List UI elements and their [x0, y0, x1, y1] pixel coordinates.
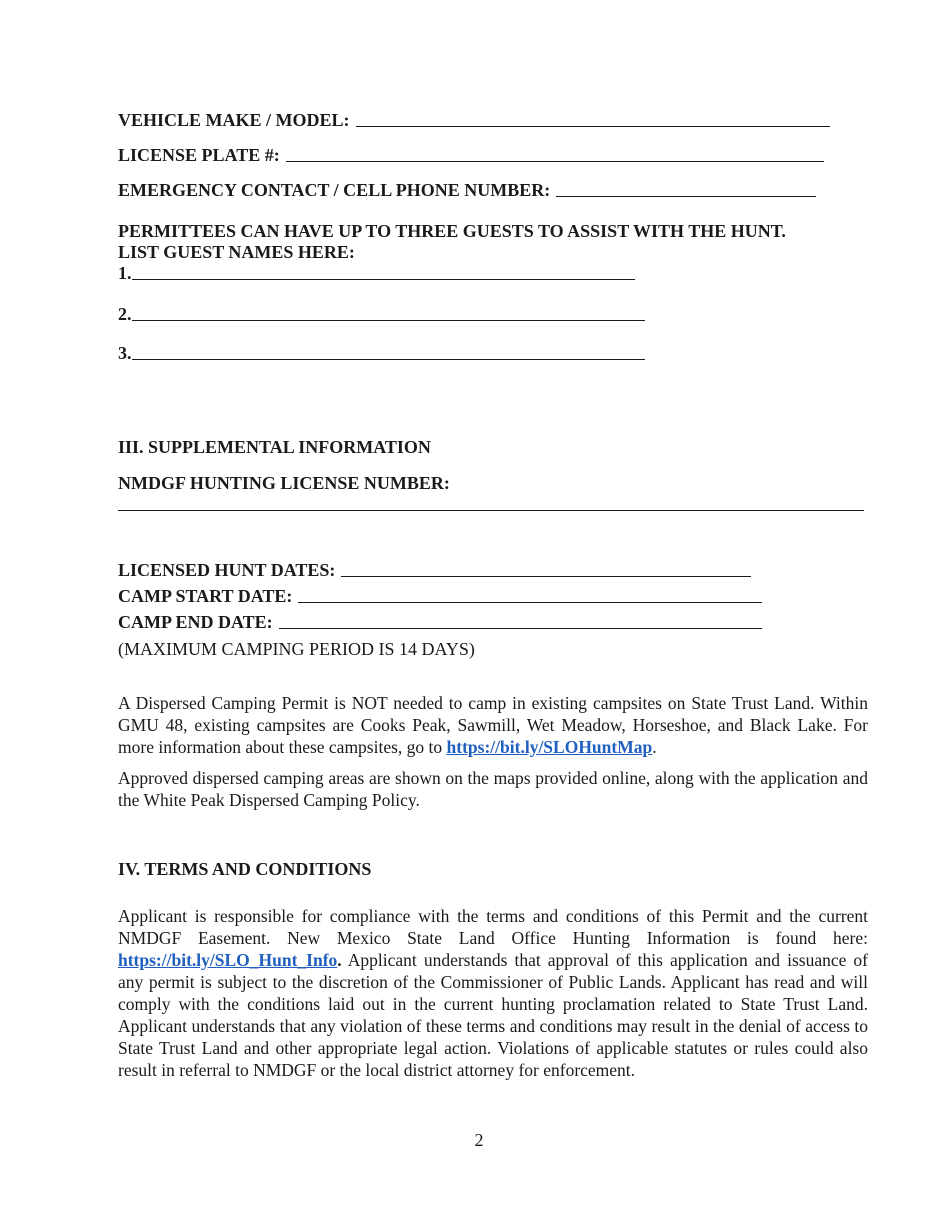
emergency-contact-label: EMERGENCY CONTACT / CELL PHONE NUMBER: [118, 180, 551, 200]
terms-link-end: . [337, 950, 342, 970]
terms-paragraph [118, 905, 868, 1081]
camp-end-blank[interactable] [279, 614, 762, 629]
guest-number-1: 1. [118, 263, 132, 283]
camp-end-label: CAMP END DATE: [118, 612, 273, 632]
guest-name-field-2[interactable] [118, 304, 645, 325]
terms-heading: IV. TERMS AND CONDITIONS [118, 859, 372, 879]
guest-name-blank-3[interactable] [132, 345, 645, 360]
slo-hunt-info-link[interactable]: https://bit.ly/SLO_Hunt_Info [118, 950, 338, 970]
slo-hunt-map-link[interactable]: https://bit.ly/SLOHuntMap [446, 737, 653, 757]
camp-start-label: CAMP START DATE: [118, 586, 293, 606]
vehicle-make-model-blank[interactable] [356, 112, 830, 127]
guest-name-blank-2[interactable] [132, 306, 645, 321]
license-number-blank[interactable] [118, 510, 864, 511]
page-number: 2 [474, 1130, 484, 1150]
guest-number-2: 2. [118, 304, 132, 324]
license-plate-blank[interactable] [286, 147, 824, 162]
terms-paragraph-part2: Applicant understands that approval of this application and issuance of any permit is subject to the discretion of the Commissioner of Public Lands. Applicant has read and will comply with the conditions laid out in the current hunting proclamation related to State Trust Land. Applicant understands that any violation of these terms and conditions may result in the denial of access to State Trust Land and other appropriate legal action. Violations of applicable statutes or rules could also result in referral to NMDGF or the local district attorney for enforcement. [118, 950, 868, 1080]
dispersed-areas-paragraph: Approved dispersed camping areas are shown on the maps provided online, along with the application and the White Peak Dispersed Camping Policy. [118, 768, 868, 810]
camp-end-field[interactable] [118, 612, 762, 633]
camp-start-field[interactable] [118, 586, 762, 607]
vehicle-make-model-field[interactable] [118, 110, 830, 131]
max-camping-note: (MAXIMUM CAMPING PERIOD IS 14 DAYS) [118, 639, 475, 659]
campsites-paragraph-text: A Dispersed Camping Permit is NOT needed to camp in existing campsites on State Trust Land. Within GMU 48, existing campsites are Cooks Peak, Sawmill, Wet Meadow, Horseshoe, and Black Lake. For more information about these campsites, go to [118, 693, 868, 757]
terms-paragraph-part1: Applicant is responsible for compliance with the terms and conditions of this Permit and the current NMDGF Easement. New Mexico State Land Office Hunting Information is found here: [118, 906, 868, 948]
hunt-dates-field[interactable] [118, 560, 751, 581]
guests-intro-line1: PERMITTEES CAN HAVE UP TO THREE GUESTS TO ASSIST WITH THE HUNT. [118, 221, 786, 241]
hunt-dates-label: LICENSED HUNT DATES: [118, 560, 336, 580]
supplemental-heading: III. SUPPLEMENTAL INFORMATION [118, 437, 431, 457]
guest-name-field-1[interactable] [118, 263, 635, 284]
license-number-label: NMDGF HUNTING LICENSE NUMBER: [118, 473, 450, 493]
hunt-dates-blank[interactable] [341, 562, 751, 577]
vehicle-make-model-label: VEHICLE MAKE / MODEL: [118, 110, 350, 130]
emergency-contact-field[interactable] [118, 180, 816, 201]
guest-name-field-3[interactable] [118, 343, 645, 364]
guest-number-3: 3. [118, 343, 132, 363]
guests-intro-line2: LIST GUEST NAMES HERE: [118, 242, 355, 262]
campsites-paragraph [118, 692, 868, 758]
guest-name-blank-1[interactable] [132, 265, 635, 280]
camp-start-blank[interactable] [298, 588, 762, 603]
campsites-paragraph-end: . [652, 737, 657, 757]
license-plate-field[interactable] [118, 145, 824, 166]
license-plate-label: LICENSE PLATE #: [118, 145, 280, 165]
emergency-contact-blank[interactable] [556, 182, 816, 197]
